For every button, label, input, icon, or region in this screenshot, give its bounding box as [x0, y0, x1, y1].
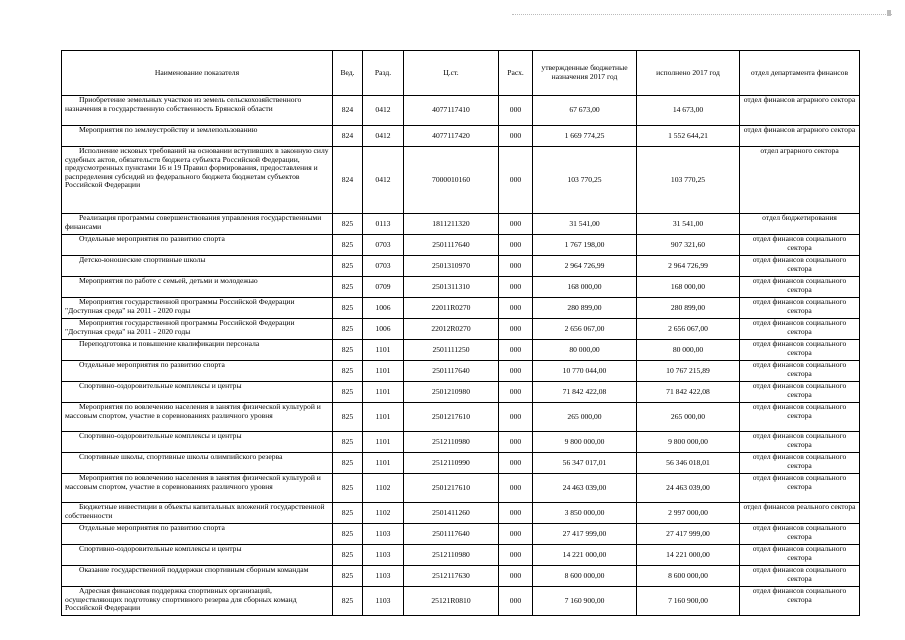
cell-dept: отдел финансов социального сектора — [740, 545, 860, 566]
cell-executed: 265 000,00 — [637, 403, 740, 432]
table-row — [62, 126, 860, 147]
cell-executed: 103 770,25 — [637, 147, 740, 214]
cell-approved: 80 000,00 — [533, 340, 637, 361]
cell-approved: 8 600 000,00 — [533, 566, 637, 587]
cell-approved: 10 770 044,00 — [533, 361, 637, 382]
cell-name: Мероприятия государственной программы Российской Федерации "Доступная среда" на 2011 - 2020 годы — [62, 298, 333, 319]
cell-executed: 907 321,60 — [637, 235, 740, 256]
cell-ved: 825 — [333, 277, 363, 298]
cell-dept: отдел финансов социального сектора — [740, 453, 860, 474]
cell-name: Адресная финансовая поддержка спортивных организаций, осуществляющих подготовку спортивного резерва для сборных команд Российской Федерации — [62, 587, 333, 616]
table-row — [62, 147, 860, 214]
cell-rash: 000 — [499, 474, 533, 503]
table-row — [62, 277, 860, 298]
header-name: Наименование показателя — [62, 51, 333, 96]
header-executed: исполнено 2017 год — [637, 51, 740, 96]
cell-dept: отдел финансов социального сектора — [740, 524, 860, 545]
cell-rash: 000 — [499, 453, 533, 474]
cell-dept: отдел бюджетирования — [740, 214, 860, 235]
cell-razd: 1006 — [363, 298, 404, 319]
cell-razd: 0703 — [363, 256, 404, 277]
cell-approved: 1 767 198,00 — [533, 235, 637, 256]
cell-dept: отдел финансов социального сектора — [740, 298, 860, 319]
cell-rash: 000 — [499, 524, 533, 545]
cell-approved: 2 964 726,99 — [533, 256, 637, 277]
header-cst: Ц.ст. — [404, 51, 499, 96]
cell-cst: 7000010160 — [404, 147, 499, 214]
cell-executed: 31 541,00 — [637, 214, 740, 235]
cell-name: Отдельные мероприятия по развитию спорта — [62, 235, 333, 256]
cell-approved: 56 347 017,01 — [533, 453, 637, 474]
cell-cst: 2512117630 — [404, 566, 499, 587]
cell-approved: 31 541,00 — [533, 214, 637, 235]
cell-cst: 2512110980 — [404, 545, 499, 566]
cell-name: Исполнение исковых требований на основании вступивших в законную силу судебных актов, обязательств бюджета субъекта Российской Федерации, предусмотренных пунктами 16 и 19 Правил формирования, предоставления и распределения субсидий из федерального бюджета бюджетам субъектов Российской Федерации — [62, 147, 333, 214]
cell-executed: 9 800 000,00 — [637, 432, 740, 453]
cell-rash: 000 — [499, 361, 533, 382]
cell-approved: 14 221 000,00 — [533, 545, 637, 566]
header-approved: утвержденные бюджетные назначения 2017 год — [533, 51, 637, 96]
cell-dept: отдел финансов социального сектора — [740, 235, 860, 256]
cell-approved: 27 417 999,00 — [533, 524, 637, 545]
cell-name: Приобретение земельных участков из земель сельскохозяйственного назначения в государственную собственность Брянской области — [62, 96, 333, 126]
cell-name: Мероприятия по работе с семьей, детьми и молодежью — [62, 277, 333, 298]
cell-name: Оказание государственной поддержки спортивным сборным командам — [62, 566, 333, 587]
cell-rash: 000 — [499, 96, 533, 126]
cell-cst: 22012R0270 — [404, 319, 499, 340]
cell-cst: 2512110980 — [404, 432, 499, 453]
table-row — [62, 214, 860, 235]
cell-executed: 8 600 000,00 — [637, 566, 740, 587]
cell-approved: 24 463 039,00 — [533, 474, 637, 503]
cell-razd: 1101 — [363, 432, 404, 453]
cell-ved: 825 — [333, 403, 363, 432]
cell-name: Отдельные мероприятия по развитию спорта — [62, 524, 333, 545]
header-dept: отдел департамента финансов — [740, 51, 860, 96]
cell-razd: 0703 — [363, 235, 404, 256]
cell-name: Бюджетные инвестиции в объекты капитальных вложений государственной собственности — [62, 503, 333, 524]
cell-ved: 824 — [333, 96, 363, 126]
cell-name: Спортивно-оздоровительные комплексы и центры — [62, 382, 333, 403]
cell-ved: 825 — [333, 503, 363, 524]
cell-ved: 825 — [333, 298, 363, 319]
cell-cst: 2501117640 — [404, 524, 499, 545]
header-razd: Разд. — [363, 51, 404, 96]
cell-ved: 825 — [333, 214, 363, 235]
cell-rash: 000 — [499, 126, 533, 147]
cell-executed: 2 997 000,00 — [637, 503, 740, 524]
header-ved: Вед. — [333, 51, 363, 96]
cell-cst: 25121R0810 — [404, 587, 499, 616]
cell-cst: 4077117420 — [404, 126, 499, 147]
cell-razd: 1103 — [363, 566, 404, 587]
cell-dept: отдел финансов социального сектора — [740, 382, 860, 403]
cell-executed: 14 673,00 — [637, 96, 740, 126]
cell-rash: 000 — [499, 566, 533, 587]
cell-ved: 824 — [333, 147, 363, 214]
cell-rash: 000 — [499, 340, 533, 361]
cell-razd: 0412 — [363, 147, 404, 214]
cell-cst: 2501310970 — [404, 256, 499, 277]
cell-dept: отдел финансов социального сектора — [740, 587, 860, 616]
cell-ved: 825 — [333, 319, 363, 340]
cell-razd: 1101 — [363, 361, 404, 382]
cell-cst: 2512110990 — [404, 453, 499, 474]
cell-dept: отдел финансов социального сектора — [740, 566, 860, 587]
cell-approved: 280 899,00 — [533, 298, 637, 319]
cell-ved: 825 — [333, 382, 363, 403]
cell-ved: 825 — [333, 474, 363, 503]
cell-rash: 000 — [499, 277, 533, 298]
cell-executed: 71 842 422,08 — [637, 382, 740, 403]
cell-rash: 000 — [499, 214, 533, 235]
cell-executed: 24 463 039,00 — [637, 474, 740, 503]
cell-razd: 1103 — [363, 545, 404, 566]
cell-approved: 168 000,00 — [533, 277, 637, 298]
cell-ved: 825 — [333, 566, 363, 587]
cell-approved: 2 656 067,00 — [533, 319, 637, 340]
cell-razd: 0412 — [363, 126, 404, 147]
table-row — [62, 340, 860, 361]
cell-approved: 265 000,00 — [533, 403, 637, 432]
cell-razd: 1103 — [363, 587, 404, 616]
cell-approved: 9 800 000,00 — [533, 432, 637, 453]
cell-executed: 168 000,00 — [637, 277, 740, 298]
cell-dept: отдел аграрного сектора — [740, 147, 860, 214]
cell-dept: отдел финансов социального сектора — [740, 474, 860, 503]
cell-rash: 000 — [499, 403, 533, 432]
cell-dept: отдел финансов социального сектора — [740, 319, 860, 340]
cell-executed: 2 964 726,99 — [637, 256, 740, 277]
scan-artifact-mark — [887, 10, 891, 16]
cell-dept: отдел финансов социального сектора — [740, 361, 860, 382]
cell-name: Спортивно-оздоровительные комплексы и центры — [62, 545, 333, 566]
table-row — [62, 524, 860, 545]
cell-cst: 2501117640 — [404, 235, 499, 256]
table-row — [62, 503, 860, 524]
cell-executed: 1 552 644,21 — [637, 126, 740, 147]
cell-rash: 000 — [499, 432, 533, 453]
cell-name: Отдельные мероприятия по развитию спорта — [62, 361, 333, 382]
cell-approved: 7 160 900,00 — [533, 587, 637, 616]
table-body — [62, 96, 860, 616]
cell-ved: 825 — [333, 361, 363, 382]
cell-cst: 2501217610 — [404, 474, 499, 503]
cell-name: Реализация программы совершенствования управления государственными финансами — [62, 214, 333, 235]
cell-approved: 67 673,00 — [533, 96, 637, 126]
cell-razd: 1102 — [363, 474, 404, 503]
cell-cst: 1811211320 — [404, 214, 499, 235]
cell-razd: 0113 — [363, 214, 404, 235]
table-row — [62, 453, 860, 474]
cell-cst: 2501111250 — [404, 340, 499, 361]
cell-rash: 000 — [499, 298, 533, 319]
cell-rash: 000 — [499, 235, 533, 256]
table-row — [62, 96, 860, 126]
cell-rash: 000 — [499, 545, 533, 566]
cell-razd: 1102 — [363, 503, 404, 524]
header-rash: Расх. — [499, 51, 533, 96]
cell-name: Спортивно-оздоровительные комплексы и центры — [62, 432, 333, 453]
cell-executed: 80 000,00 — [637, 340, 740, 361]
cell-rash: 000 — [499, 147, 533, 214]
cell-ved: 825 — [333, 235, 363, 256]
cell-dept: отдел финансов социального сектора — [740, 340, 860, 361]
cell-executed: 27 417 999,00 — [637, 524, 740, 545]
cell-dept: отдел финансов аграрного сектора — [740, 96, 860, 126]
cell-ved: 825 — [333, 545, 363, 566]
cell-dept: отдел финансов социального сектора — [740, 277, 860, 298]
cell-executed: 56 346 018,01 — [637, 453, 740, 474]
cell-cst: 2501117640 — [404, 361, 499, 382]
cell-dept: отдел финансов аграрного сектора — [740, 126, 860, 147]
cell-ved: 824 — [333, 126, 363, 147]
cell-ved: 825 — [333, 453, 363, 474]
table-header-row — [62, 51, 860, 96]
cell-cst: 4077117410 — [404, 96, 499, 126]
cell-executed: 10 767 215,89 — [637, 361, 740, 382]
cell-executed: 7 160 900,00 — [637, 587, 740, 616]
cell-rash: 000 — [499, 503, 533, 524]
cell-razd: 1006 — [363, 319, 404, 340]
cell-dept: отдел финансов социального сектора — [740, 256, 860, 277]
cell-name: Спортивные школы, спортивные школы олимпийского резерва — [62, 453, 333, 474]
table-row — [62, 403, 860, 432]
table-row — [62, 319, 860, 340]
cell-approved: 1 669 774,25 — [533, 126, 637, 147]
cell-razd: 0412 — [363, 96, 404, 126]
cell-razd: 1103 — [363, 524, 404, 545]
cell-executed: 280 899,00 — [637, 298, 740, 319]
cell-ved: 825 — [333, 432, 363, 453]
cell-approved: 3 850 000,00 — [533, 503, 637, 524]
cell-cst: 2501217610 — [404, 403, 499, 432]
cell-ved: 825 — [333, 587, 363, 616]
table-row — [62, 432, 860, 453]
cell-razd: 0709 — [363, 277, 404, 298]
cell-cst: 22011R0270 — [404, 298, 499, 319]
cell-approved: 71 842 422,08 — [533, 382, 637, 403]
cell-cst: 2501311310 — [404, 277, 499, 298]
scan-artifact — [512, 14, 892, 17]
table-row — [62, 256, 860, 277]
table-row — [62, 566, 860, 587]
cell-cst: 2501411260 — [404, 503, 499, 524]
cell-razd: 1101 — [363, 340, 404, 361]
cell-rash: 000 — [499, 587, 533, 616]
cell-name: Мероприятия государственной программы Российской Федерации "Доступная среда" на 2011 - 2020 годы — [62, 319, 333, 340]
cell-dept: отдел финансов реального сектора — [740, 503, 860, 524]
table-row — [62, 235, 860, 256]
cell-name: Мероприятия по землеустройству и землепользованию — [62, 126, 333, 147]
cell-name: Детско-юношеские спортивные школы — [62, 256, 333, 277]
table-row — [62, 298, 860, 319]
cell-ved: 825 — [333, 340, 363, 361]
cell-executed: 2 656 067,00 — [637, 319, 740, 340]
table-row — [62, 382, 860, 403]
cell-name: Переподготовка и повышение квалификации персонала — [62, 340, 333, 361]
cell-dept: отдел финансов социального сектора — [740, 432, 860, 453]
cell-ved: 825 — [333, 256, 363, 277]
cell-cst: 2501210980 — [404, 382, 499, 403]
cell-name: Мероприятия по вовлечению населения в занятия физической культурой и массовым спортом, участие в соревнованиях различного уровня — [62, 474, 333, 503]
table-row — [62, 361, 860, 382]
cell-approved: 103 770,25 — [533, 147, 637, 214]
cell-rash: 000 — [499, 256, 533, 277]
budget-table — [61, 50, 860, 616]
cell-name: Мероприятия по вовлечению населения в занятия физической культурой и массовым спортом, участие в соревнованиях различного уровня — [62, 403, 333, 432]
table-row — [62, 474, 860, 503]
cell-rash: 000 — [499, 382, 533, 403]
cell-ved: 825 — [333, 524, 363, 545]
cell-dept: отдел финансов социального сектора — [740, 403, 860, 432]
cell-razd: 1101 — [363, 382, 404, 403]
cell-razd: 1101 — [363, 453, 404, 474]
cell-executed: 14 221 000,00 — [637, 545, 740, 566]
table-row — [62, 587, 860, 616]
table-row — [62, 545, 860, 566]
cell-rash: 000 — [499, 319, 533, 340]
cell-razd: 1101 — [363, 403, 404, 432]
